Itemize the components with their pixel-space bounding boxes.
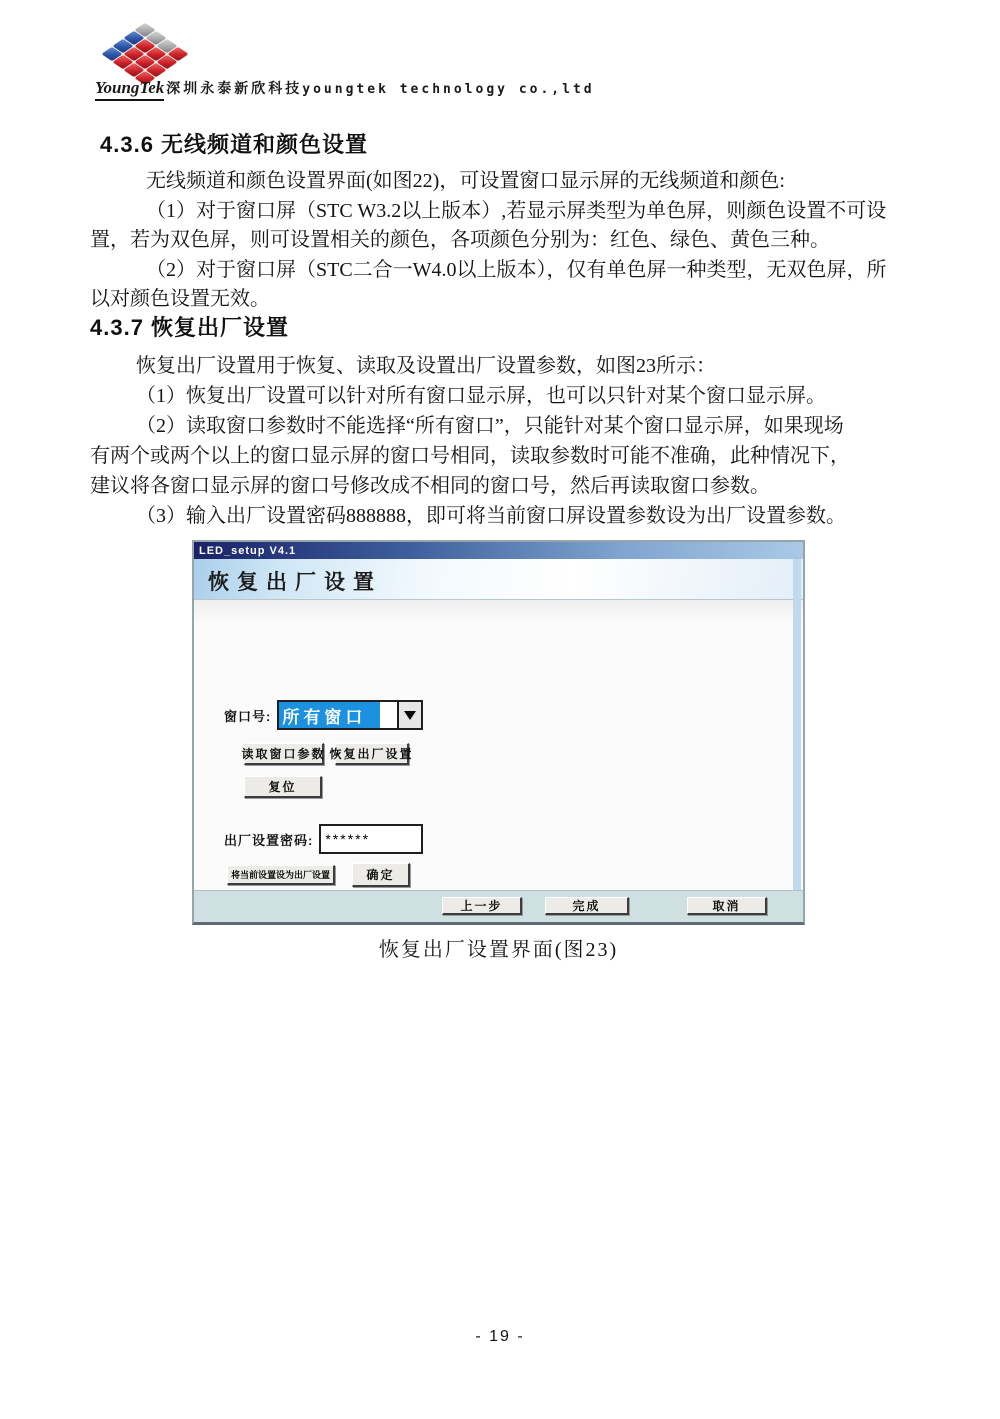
paragraph-line: 置，若为双色屏，则可设置相关的颜色，各项颜色分别为：红色、绿色、黄色三种。: [90, 229, 830, 251]
company-logo: [95, 24, 205, 84]
section-4-3-7: [90, 311, 918, 531]
dialog-header-title: 恢复出厂设置: [208, 571, 382, 594]
company-name-en: youngtek technology co.,ltd: [302, 82, 595, 97]
combo-dropdown-button[interactable]: [397, 702, 421, 728]
company-name-cn: 深圳永泰新欣科技: [166, 80, 303, 96]
paragraph-line: 恢复出厂设置用于恢复、读取及设置出厂设置参数，如图23所示：: [136, 355, 716, 377]
read-window-params-button[interactable]: 读取窗口参数: [244, 743, 324, 765]
section-4-3-6: [90, 128, 918, 315]
company-header: [95, 78, 595, 101]
reset-button[interactable]: 复位: [244, 776, 322, 798]
paragraph-line: （2）对于窗口屏（STC二合一W4.0以上版本），仅有单色屏一种类型，无双色屏，所: [146, 258, 887, 281]
paragraph-line: （1）恢复出厂设置可以针对所有窗口显示屏，也可以只针对某个窗口显示屏。: [136, 385, 826, 407]
back-button[interactable]: 上一步: [442, 897, 522, 915]
window-number-selected-value: 所有窗口: [279, 702, 380, 728]
paragraph-line: （1）对于窗口屏（STC W3.2以上版本）,若显示屏类型为单色屏，则颜色设置不可设: [146, 199, 887, 222]
paragraph-line: 以对颜色设置无效。: [90, 288, 270, 310]
cancel-button[interactable]: 取消: [687, 897, 767, 915]
paragraph-line: （3）输入出厂设置密码888888，即可将当前窗口屏设置参数设为出厂设置参数。: [136, 505, 846, 527]
led-setup-dialog: [192, 540, 805, 925]
section-heading: 4.3.6 无线频道和颜色设置: [100, 132, 369, 157]
section-heading: 4.3.7 恢复出厂设置: [90, 315, 290, 340]
chevron-down-icon: [404, 711, 416, 720]
brand-name: YoungTek: [95, 78, 164, 101]
set-current-as-factory-button[interactable]: 将当前设置设为出厂设置: [227, 865, 335, 885]
restore-factory-button[interactable]: 恢复出厂设置: [335, 743, 409, 765]
page-number: - 19 -: [475, 1328, 525, 1345]
window-number-select[interactable]: [277, 700, 423, 730]
dialog-titlebar: [194, 542, 803, 559]
paragraph-line: 有两个或两个以上的窗口显示屏的窗口号相同，读取参数时可能不准确，此种情况下，: [90, 445, 850, 467]
dialog-title: LED_setup V4.1: [199, 544, 297, 557]
factory-password-label: 出厂设置密码:: [224, 832, 314, 848]
factory-password-input[interactable]: [319, 824, 423, 854]
paragraph-line: 无线频道和颜色设置界面(如图22)，可设置窗口显示屏的无线频道和颜色:: [146, 170, 785, 192]
dialog-header-band: [194, 559, 803, 600]
dialog-right-strip: [793, 559, 801, 891]
dialog-bottom-bar: [194, 890, 803, 922]
paragraph-line: 建议将各窗口显示屏的窗口号修改成不相同的窗口号，然后再读取窗口参数。: [90, 475, 770, 497]
ok-button[interactable]: 确定: [352, 863, 410, 887]
finish-button[interactable]: 完成: [545, 897, 629, 915]
figure-caption: 恢复出厂设置界面(图23): [378, 939, 619, 961]
window-number-label: 窗口号:: [224, 708, 272, 724]
factory-password-row: [224, 824, 423, 854]
paragraph-line: （2）读取窗口参数时不能选择“所有窗口”，只能针对某个窗口显示屏，如果现场: [136, 415, 844, 437]
dialog-body: [194, 600, 803, 891]
combo-filler: [380, 702, 397, 728]
window-number-row: [224, 700, 423, 730]
